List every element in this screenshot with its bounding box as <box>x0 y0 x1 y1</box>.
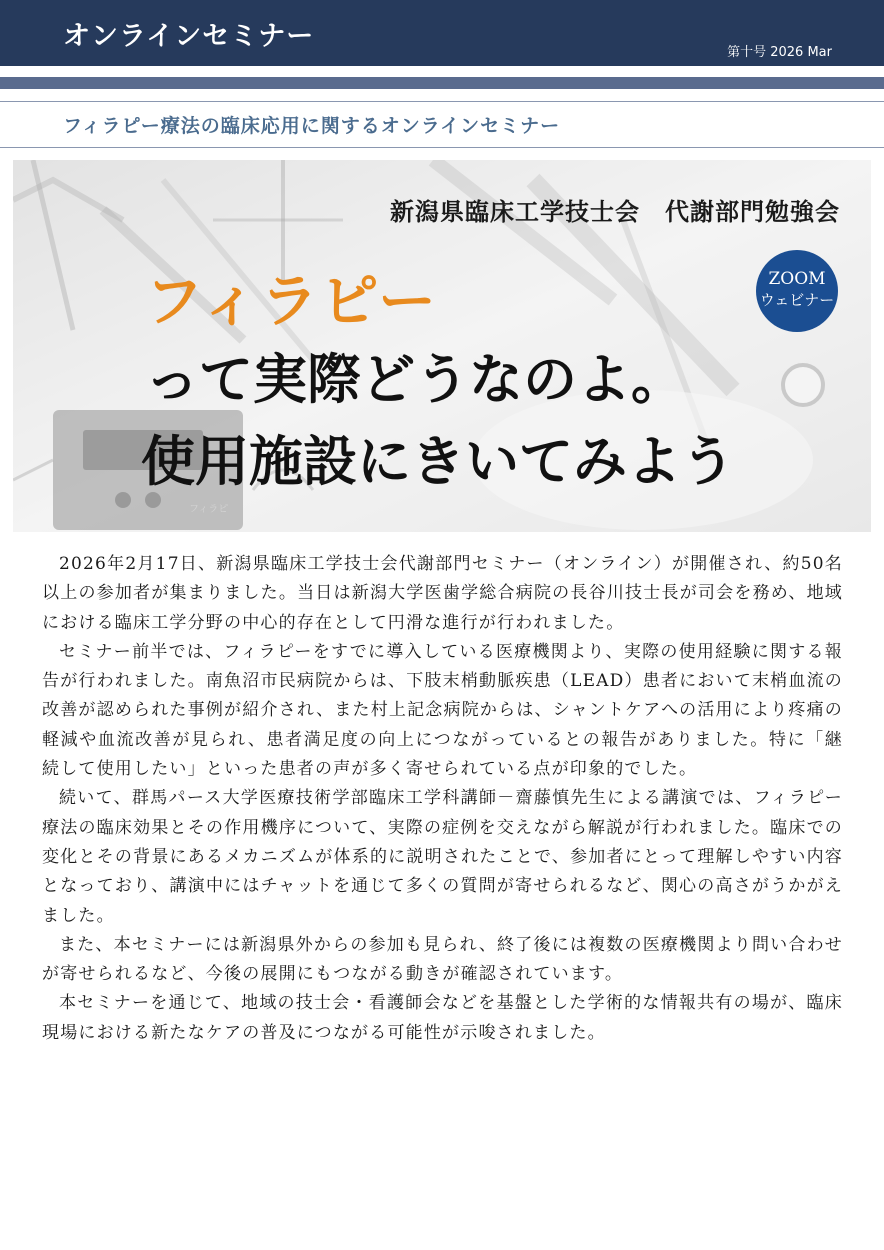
badge-line-1: ZOOM <box>768 269 826 289</box>
banner-headline-3: 使用施設にきいてみよう <box>141 429 735 493</box>
divider-bottom <box>0 147 884 148</box>
article-paragraph: また、本セミナーには新潟県外からの参加も見られ、終了後には複数の医療機関より問い合わせが寄せられるなど、今後の展開にもつながる動きが確認されています。 <box>42 934 843 985</box>
banner-organization: 新潟県臨床工学技士会 代謝部門勉強会 <box>390 197 840 226</box>
issue-label: 第十号 2026 Mar <box>727 45 832 60</box>
header-stripe <box>0 77 884 89</box>
seminar-banner <box>13 160 871 532</box>
article-paragraph: 2026年2月17日、新潟県臨床工学技士会代謝部門セミナー（オンライン）が開催され、約50名以上の参加者が集まりました。当日は新潟大学医歯学総合病院の長谷川技士長が司会を務め、地域における臨床工学分野の中心的存在として円滑な進行が行われました。 <box>42 554 843 633</box>
device-brand-text: フィラピ <box>189 504 229 515</box>
divider-top <box>0 101 884 102</box>
banner-headline-1: フィラピー <box>145 267 439 335</box>
zoom-webinar-badge <box>756 250 838 332</box>
badge-line-2: ウェビナー <box>759 291 835 309</box>
header-title: オンラインセミナー <box>63 21 315 52</box>
article-body <box>42 550 843 1048</box>
article-paragraph: セミナー前半では、フィラピーをすでに導入している医療機関より、実際の使用経験に関する報告が行われました。南魚沼市民病院からは、下肢末梢動脈疾患（LEAD）患者において末梢血流の改善が認められた事例が紹介され、また村上記念病院からは、シャントケアへの活用により疼痛の軽減や血流改善が見られ、患者満足度の向上につながっているとの報告がありました。特に「継続して使用したい」といった患者の声が多く寄せられている点が印象的でした。 <box>42 641 843 780</box>
page-subtitle: フィラピー療法の臨床応用に関するオンラインセミナー <box>63 115 561 137</box>
article-paragraph: 本セミナーを通じて、地域の技士会・看護師会などを基盤とした学術的な情報共有の場が、臨床現場における新たなケアの普及につながる可能性が示唆されました。 <box>42 993 843 1043</box>
banner-headline-2: って実際どうなのよ。 <box>145 347 685 411</box>
article-paragraph: 続いて、群馬パース大学医療技術学部臨床工学科講師－齋藤慎先生による講演では、フィラピー療法の臨床効果とその作用機序について、実際の症例を交えながら解説が行われました。臨床での変化とその背景にあるメカニズムが体系的に説明されたことで、参加者にとって理解しやすい内容となっており、講演中にはチャットを通じて多くの質問が寄せられるなど、関心の高さがうかがえました。 <box>42 788 843 926</box>
